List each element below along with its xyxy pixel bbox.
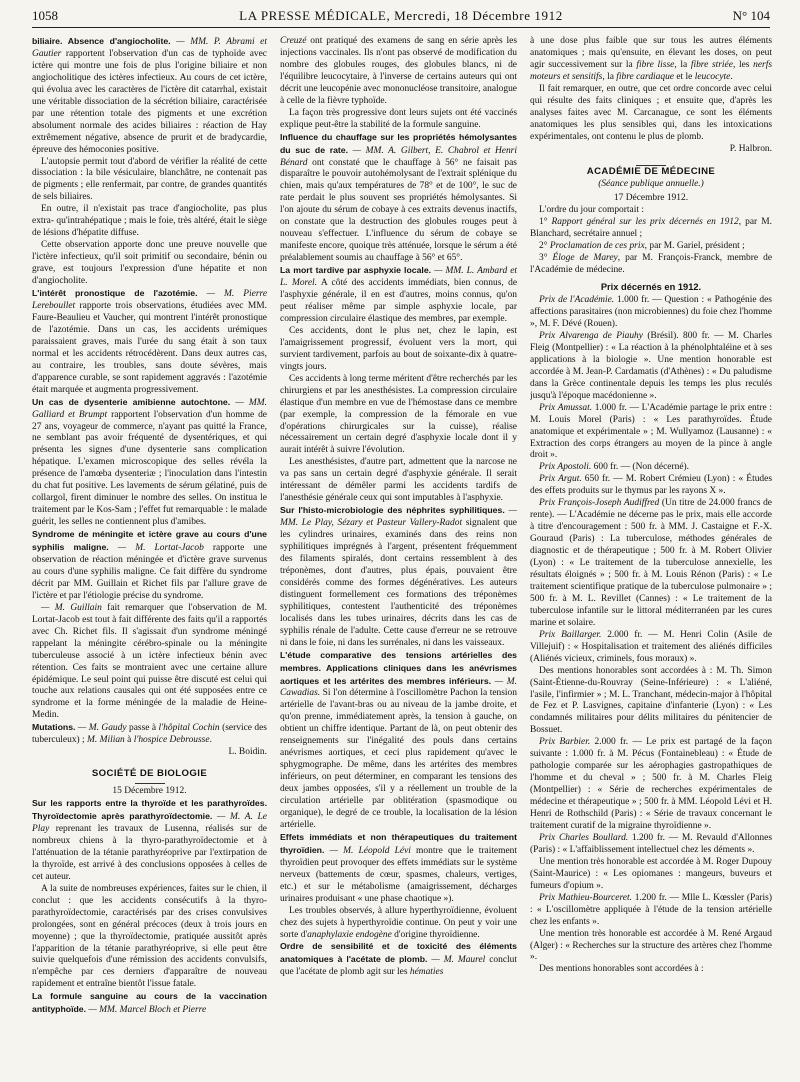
- paragraph: Les anesthésistes, d'autre part, admettent que la narcose ne va pas sans un certain degré d'asphyxie générale. Il serait intéressant de démêler parmi les accidents tardifs de l'anesthésie générale ceux qui sont imputables à l'asphyxie.: [280, 457, 517, 504]
- prize-item: [530, 630, 772, 666]
- prize-item: [530, 857, 772, 893]
- prize-name: Prix François-Joseph Audiffred: [539, 498, 660, 509]
- prize-text: Une mention très honorable est accordée à M. Roger Dupouy (Saint-Maurice) : « Les opiomanes : mangeurs, buveurs et fumeurs d'opium ».: [530, 856, 772, 891]
- paragraph: En outre, il n'existait pas trace d'angiocholite, pas plus extra- qu'intrahépatique ; mais le foie, très altéré, était le siège de lésions d'hépatite diffuse.: [32, 204, 267, 239]
- prize-name: Prix Baillarger.: [539, 629, 602, 640]
- section-subtitle: (Séance publique annuelle.): [598, 179, 704, 190]
- paragraph: Un cas de dysenterie amibienne autochtone. — MM. Galliard et Brumpt rapportent l'observation d'un homme de 27 ans, voyageur de commerce, n'ayant pas quitté la France, ne semblant pas avoir fréquenté de dysentériques, et qui présenta les signes d'une dysenterie sans complication hépatique. L'examen microscopique des selles révéla la présence de l'amœba dysenteriæ ; l'inoculation dans l'intestin du chat fut positive. Les lavements de sérum gélatiné, puis de collargol, firent diminuer le nombre des selles. On institua le traitement par le Kos-Sam ; l'effet fut remarquable : le malade guérit, les selles ne contiennent plus d'amibes.: [32, 396, 267, 528]
- signature: P. Halbron.: [729, 143, 772, 154]
- paragraph: Sur l'histo-microbiologie des néphrites syphilitiques. — MM. Le Play, Sézary et Pasteur Vallery-Radot signalent que les cylindres urinaires, examinés dans des reins non syphilitiques imprégnés à l'argent, présentent fréquemment des filaments spiralés, dont certains ressemblent à des tréponèmes, dont d'autres, plus épais, pouvaient être considérés comme des formes dégénératives. Les auteurs distinguent formellement ces formations des tréponèmes syphilitiques, contestent l'authenticité des tréponèmes localisés dans les tubes urinaires, décrits dans les cas de syphilis rénale de l'adulte. Cette cause d'erreur ne se retrouve ni dans le foie, ni dans les surrénales, ni dans les vaisseaux.: [280, 505, 517, 648]
- prize-item: [530, 462, 772, 474]
- prize-item: [530, 833, 772, 857]
- prize-item: [530, 498, 772, 629]
- paragraph: La façon très progressive dont leurs sujets ont été vaccinés explique peut-être la stabilité de la formule sanguine.: [280, 107, 517, 130]
- paragraph: Cette observation apporte donc une preuve nouvelle que l'ictère infectieux, qu'il soit primitif ou secondaire, bénin ou grave, est toujours l'expression d'une hépatite et non d'angiocholite.: [32, 240, 267, 287]
- paragraph: biliaire. Absence d'angiocholite. — MM. P. Abrami et Gautier rapportent l'observation d'un cas de typhoïde avec ictère qui montre une fois de plus l'origine biliaire et non angiocholitique des ictères infectieux. Au cours de cet ictère, qui évolua avec les caractères de l'ictère dit catarrhal, existait une véritable dissociation de la sécrétion biliaire, caractérisée par une rétention totale des pigments et une excrétion absolument normale des acides biliaires : réaction de Hay extrêmement négative, absence de prurit et de bradycardie, épreuve des hémoconies positive.: [32, 36, 267, 155]
- section-date: 15 Décembre 1912.: [112, 786, 187, 797]
- paragraph: Creuzé ont pratiqué des examens de sang en série après les injections vaccinales. Ils n'ont pas observé de modification du nombre des globules rouges, des globules blancs, ni de l'équilibre leucocytaire, à l'inverse de certains auteurs qui ont décrit une leucopénie avec mononucléose transitoire, analogue à celle de la fièvre typhoïde.: [280, 36, 517, 106]
- section-title: ACADÉMIE DE MÉDECINE: [586, 165, 716, 177]
- prize-text: 2.000 fr. — Le prix est partagé de la façon suivante : 1.000 fr. à M. Pécus (Fontainebleau) : « Étude de pathologie comparée sur les aérophagies gastropathiques de l'homme et du cheval » ; 500 fr. à M. Charles Fleig (Montpellier) : « Série de recherches expérimentales de médecine et thérapeutique » ; 500 fr. à MM. Léopold Lévi et H. Henri de Rothschild (Paris) : « Série de travaux concernant le traitement curatif de la migraine thyroïdienne ».: [530, 737, 772, 831]
- section-heading: [32, 768, 267, 798]
- prize-text: Des mentions honorables sont accordées à : M. Th. Simon (Saint-Étienne-du-Rouvray (Seine-Inférieure) : « L'aliéné, l'asile, l'infirmier » ; M. L. Tranchant, médecin-major à l'hôpital de Fez et P. Lasvignes, capitaine d'infanterie (Lyon) : « Les condamnés militaires pour délits militaires du pénitencier de Bossuet.: [530, 665, 772, 736]
- signature: L. Boidin.: [228, 747, 267, 758]
- prize-name: Prix Barbier.: [539, 737, 591, 748]
- column-2: [280, 36, 517, 1076]
- prize-item: [530, 737, 772, 833]
- paragraph: Syndrome de méningite et ictère grave au cours d'une syphilis maligne. — M. Lortat-Jacob rapporte une observation de réaction méningée et d'ictère grave survenus au cours d'une syphilis maligne. Ce fait diffère du syndrome décrit par MM. Guillain et Richet fils par l'allure grave de l'ictère et par l'étiologie précise du syndrome.: [32, 529, 267, 601]
- prize-text: 1.200 fr. — M. Revauld d'Allonnes (Paris) : « L'affaiblissement intellectuel chez les déments ».: [530, 832, 772, 855]
- divider: [135, 783, 165, 784]
- page-number: 1058: [32, 8, 58, 23]
- prize-item: [530, 893, 772, 929]
- paragraph: 2° Proclamation de ces prix, par M. Gariel, président ;: [539, 241, 745, 252]
- prize-text: 1.000 fr. — Question : « Pathogénie des affections parasitaires (non microbiennes) du foie chez l'homme », M. F. Dévé (Rouen).: [530, 295, 772, 329]
- prize-name: Prix Charles Boullard.: [539, 832, 629, 843]
- prize-item: [530, 403, 772, 463]
- issue-number: N° 104: [732, 8, 770, 23]
- paragraph: L'étude comparative des tensions artérielles des membres. Applications cliniques dans les anévrismes aortiques et les artérites des membres inférieurs. — M. Cawadias. Si l'on détermine à l'oscillomètre Pachon la tension artérielle de l'avant-bras ou au niveau de la jambe droite, et qu'on prenne, immédiatement après, la tension à gauche, on obtient un chiffre identique. Partant de là, on peut obtenir des renseignements sur l'inégalité des pouls dans certains anévrismes aortiques, et ceci plus rapidement qu'avec le sphygmographe. De même, dans les artérites des membres inférieurs, on peut déterminer, en comparant les tensions des deux jambes opposées, s'il y a réellement un trouble de la circulation artérielle par oblitération (spasmodique ou organique), le degré de ce trouble, la localisation de la lésion artérielle.: [280, 649, 517, 830]
- journal-title: LA PRESSE MÉDICALE, Mercredi, 18 Décembre 1912: [239, 8, 563, 23]
- prize-item: [530, 295, 772, 331]
- prize-text: 650 fr. — M. Robert Crémieu (Lyon) : « Études des effets produits sur le thymus par les rayons X ».: [530, 474, 772, 497]
- section-heading: [530, 165, 772, 206]
- prize-text: 1.200 fr. — Mlle L. Kœssler (Paris) : « L'oscillomètre appliquée à l'étude de la tension artérielle chez les enfants ».: [530, 892, 772, 927]
- prize-name: Prix Argut.: [539, 474, 582, 485]
- paragraph: Ordre de sensibilité et de toxicité des éléments anatomiques à l'acétate de plomb. — M. Maurel conclut que l'acétate de plomb agit sur les hématies: [280, 941, 517, 978]
- prize-name: Prix Alvarenga de Piauhy: [539, 330, 643, 341]
- prize-item: [530, 331, 772, 403]
- prize-text: 2.000 fr. — M. Henri Colin (Asile de Villejuif) : « Hospitalisation et traitement des aliénés difficiles (Aliénés vicieux, criminels, fous moraux) ».: [530, 629, 772, 664]
- section-date: 17 Décembre 1912.: [613, 193, 689, 204]
- prize-item: [530, 474, 772, 498]
- prize-text: 1.000 fr. — L'Académie partage le prix entre : M. Louis Morel (Paris) : « Les parathyroïdes. Étude anatomique et expérimentale » ; M. Wullyamoz (Lausanne) : « Extraction des corps étrangers au moyen de la pince à angle droit ».: [530, 402, 772, 461]
- paragraph: L'autopsie permit tout d'abord de vérifier la réalité de cette dissociation : la bile vésiculaire, blanchâtre, ne contenait pas de pigments ; elle renfermait, par contre, de grandes quantités de sels biliaires.: [32, 156, 267, 203]
- paragraph: Ces accidents, dont le plus net, chez le lapin, est l'amaigrissement progressif, évoluent vers la mort, qui survient tardivement, parfois au bout de soixante-dix à quatre-vingts jours.: [280, 325, 517, 372]
- prize-name: Prix de l'Académie.: [539, 295, 615, 306]
- prize-item: [530, 666, 772, 738]
- prize-item: [530, 929, 772, 965]
- prize-text: (Un titre de 24.000 francs de rente). — L'Académie ne décerne pas le prix, mais elle accorde à titre d'encouragement : 500 fr. à MM. J. Castaigne et F.-X. Gouraud (Paris) : La tuberculose, méthodes générales de diagnostic et de thérapeutique ; 500 fr. à M. Robert Olivier (Lyon) : « Le traitement de la tuberculose annexielle, les résultats éloignés » ; 500 fr. à M. Louis Rénon (Paris) : « Le traitement scientifique pratique de la tuberculose pulmonaire » ; 500 fr. à M. L. Revillet (Cannes) : « Le traitement de la tuberculose infantile sur le littoral méditerranéen par les cures marine et solaire.: [530, 498, 772, 628]
- paragraph: Influence du chauffage sur les propriétés hémolysantes du suc de rate. — MM. A. Gilbert, E. Chabrol et Henri Bénard ont constaté que le chauffage à 56° ne faisait pas disparaître le pouvoir autohémolysant de l'extrait splénique du chien, mais qu'aux températures de 78° et de 100°, le suc de rate perdait le plus souvent ses propriétés hémolysantes. Si l'on ajoute du sérum de cobaye à ces extraits devenus inactifs, on constate que la destruction des globules rouges peut à nouveau s'effectuer. L'influence du sérum de cobaye se manifeste encore, quoique très atténuée, lorsque le sérum a été préalablement soumis au chauffage à 56° et 65°.: [280, 131, 517, 264]
- paragraph: La formule sanguine au cours de la vaccination antityphoïde. — MM. Marcel Bloch et Pierre: [32, 991, 267, 1016]
- paragraph: 1° Rapport général sur les prix décernés en 1912, par M. Blanchard, secrétaire annuel ;: [530, 217, 772, 240]
- paragraph: Ces accidents à long terme méritent d'être recherchés par les chirurgiens et par les anesthésistes. La compression circulaire élastique d'un membre en vue de l'hémostase dans ce membre (par exemple, la compression de la fémorale en vue d'opérations chirurgicales sur la cuisse), réalise nécessairement un certain degré d'asphyxie locale dont il y aurait intérêt à suivre l'évolution.: [280, 373, 517, 456]
- paragraph: à une dose plus faible que sur tous les autres éléments anatomiques ; mais qu'ensuite, en élevant les doses, on peut agir successivement sur la fibre lisse, la fibre striée, les nerfs moteurs et sensitifs, la fibre cardiaque et le leucocyte.: [530, 36, 772, 82]
- paragraph: Il fait remarquer, en outre, que cet ordre concorde avec celui qui résulte des faits cliniques ; et ensuite que, d'après les analyses faites avec M. Carcanague, ce sont les éléments anatomiques les plus sensibles qui, dans les intoxications expérimentales, ont contenu le plus de plomb.: [530, 83, 772, 142]
- column-1: [32, 36, 267, 1076]
- prize-name: Prix Amussat.: [539, 402, 593, 413]
- paragraph: L'ordre du jour comportait :: [539, 205, 644, 216]
- paragraph: A la suite de nombreuses expériences, faites sur le chien, il conclut : que les accidents consécutifs à la thyro-parathyroïdectomie, caractérisés par des crises convulsives prolongées, sont en général précoces (deux à trois jours en moyenne) ; que la thyroïdectomie, pratiquée aussitôt après l'apparition de la tétanie parathyréoprive, si elle peut être suivie quelquefois d'une rémission des accidents convulsifs, n'empêche par ces derniers d'apparaître de nouveau rapidement et entraîne bientôt l'issue fatale.: [32, 883, 267, 990]
- paragraph: 3° Éloge de Marey, par M. François-Franck, membre de l'Académie de médecine.: [530, 253, 772, 276]
- paragraph: La mort tardive par asphyxie locale. — MM. L. Ambard et L. Morel. A côté des accidents immédiats, bien connus, de l'asphyxie générale, il en est d'autres, moins connus, qu'on peut réaliser même par simple asphyxie locale, par compression circulaire élastique des membres, par exemple.: [280, 265, 517, 324]
- paragraph: L'intérêt pronostique de l'azotémie. — M. Pierre Lereboullet rapporte trois observations, étudiées avec MM. Faure-Beaulieu et Vaucher, qui montrent l'intérêt pronostique de l'azotémie. Dans un cas, les accidents urémiques paraissaient graves, mais l'urée du sang était à son taux normal et les accidents rétrocédèrent. Dans deux autres cas, au contraire, les troubles, sans doute sévères, mais d'apparence curable, se sont rapidement aggravés : l'azotémie était marquée et augmenta progressivement.: [32, 288, 267, 395]
- paragraph: Sur les rapports entre la thyroïde et les parathyroïdes. Thyroïdectomie après parathyroïdectomie. — M. A. Le Play reprenant les travaux de Lusenna, réalisés sur de nombreux chiens à la thyro-parathyroïdectomie et à l'atténuation de la tétanie parathyréoprive par l'extirpation de la thyroïde, est arrivé à des conclusions opposées à celles de cet auteur.: [32, 798, 267, 882]
- prize-text: (Brésil). 800 fr. — M. Charles Fleig (Montpellier) : « La réaction à la phénolphtaléine et à ses applications à la biologie ». Une mention honorable est accordée à M. Jean-P. Cardamatis (d'Athènes) : « Du paludisme dans la Grèce continentale depuis les temps les plus reculés jusqu'à l'époque macédonienne ».: [530, 330, 772, 401]
- column-3: [530, 36, 772, 1076]
- paragraph: Les troubles observés, à allure hyperthyroïdienne, évoluent chez des sujets à hyperthyroïdie continue. On peut y voir une sorte d'anaphylaxie endogène d'origine thyroïdienne.: [280, 905, 517, 940]
- paragraph: Effets immédiats et non thérapeutiques du traitement thyroïdien. — M. Léopold Lévi montre que le traitement thyroïdien peut provoquer des effets immédiats sur le système nerveux (battements de cœur, spasmes, chaleurs, vertiges, etc.) et sur le métabolisme (amaigrissement, décharges urinaires produisant « une phase chaotique »).: [280, 831, 517, 904]
- prize-name: Prix Apostoli.: [539, 462, 592, 473]
- prize-text: Des mentions honorables sont accordées à :: [539, 964, 704, 975]
- paragraph: Mutations. — M. Gaudy passe à l'hôpital Cochin (service des tuberculeux) ; M. Milian à l'hospice Debrousse.: [32, 722, 267, 746]
- prize-list: [530, 295, 772, 976]
- prizes-heading: Prix décernés en 1912.: [600, 282, 702, 293]
- paragraph: — M. Guillain fait remarquer que l'observation de M. Lortat-Jacob est tout à fait différente des faits qu'il a rapportés avec Ch. Richet fils. Il s'agissait d'un syndrome méningé rappelant la méningite cérébro-spinale ou la méningite tuberculeuse associé à un ictère infectieux bénin avec rétention. Ces faits se montraient avec une certaine allure épidémique. Le seul point qui puisse être discuté est celui qui touche aux relations causales qui ont été supposées entre ce syndrome et la forme méningée de la maladie de Heine-Medin.: [32, 602, 267, 721]
- prize-text: Une mention très honorable est accordée à M. René Argaud (Alger) : « Recherches sur la structure des artères chez l'homme ».: [530, 928, 772, 963]
- prize-text: 600 fr. — (Non décerné).: [591, 462, 690, 473]
- prize-item: [530, 964, 772, 976]
- section-title: SOCIÉTÉ DE BIOLOGIE: [91, 768, 208, 780]
- prize-name: Prix Mathieu-Bourceret.: [539, 892, 632, 903]
- header-rule: [32, 27, 770, 28]
